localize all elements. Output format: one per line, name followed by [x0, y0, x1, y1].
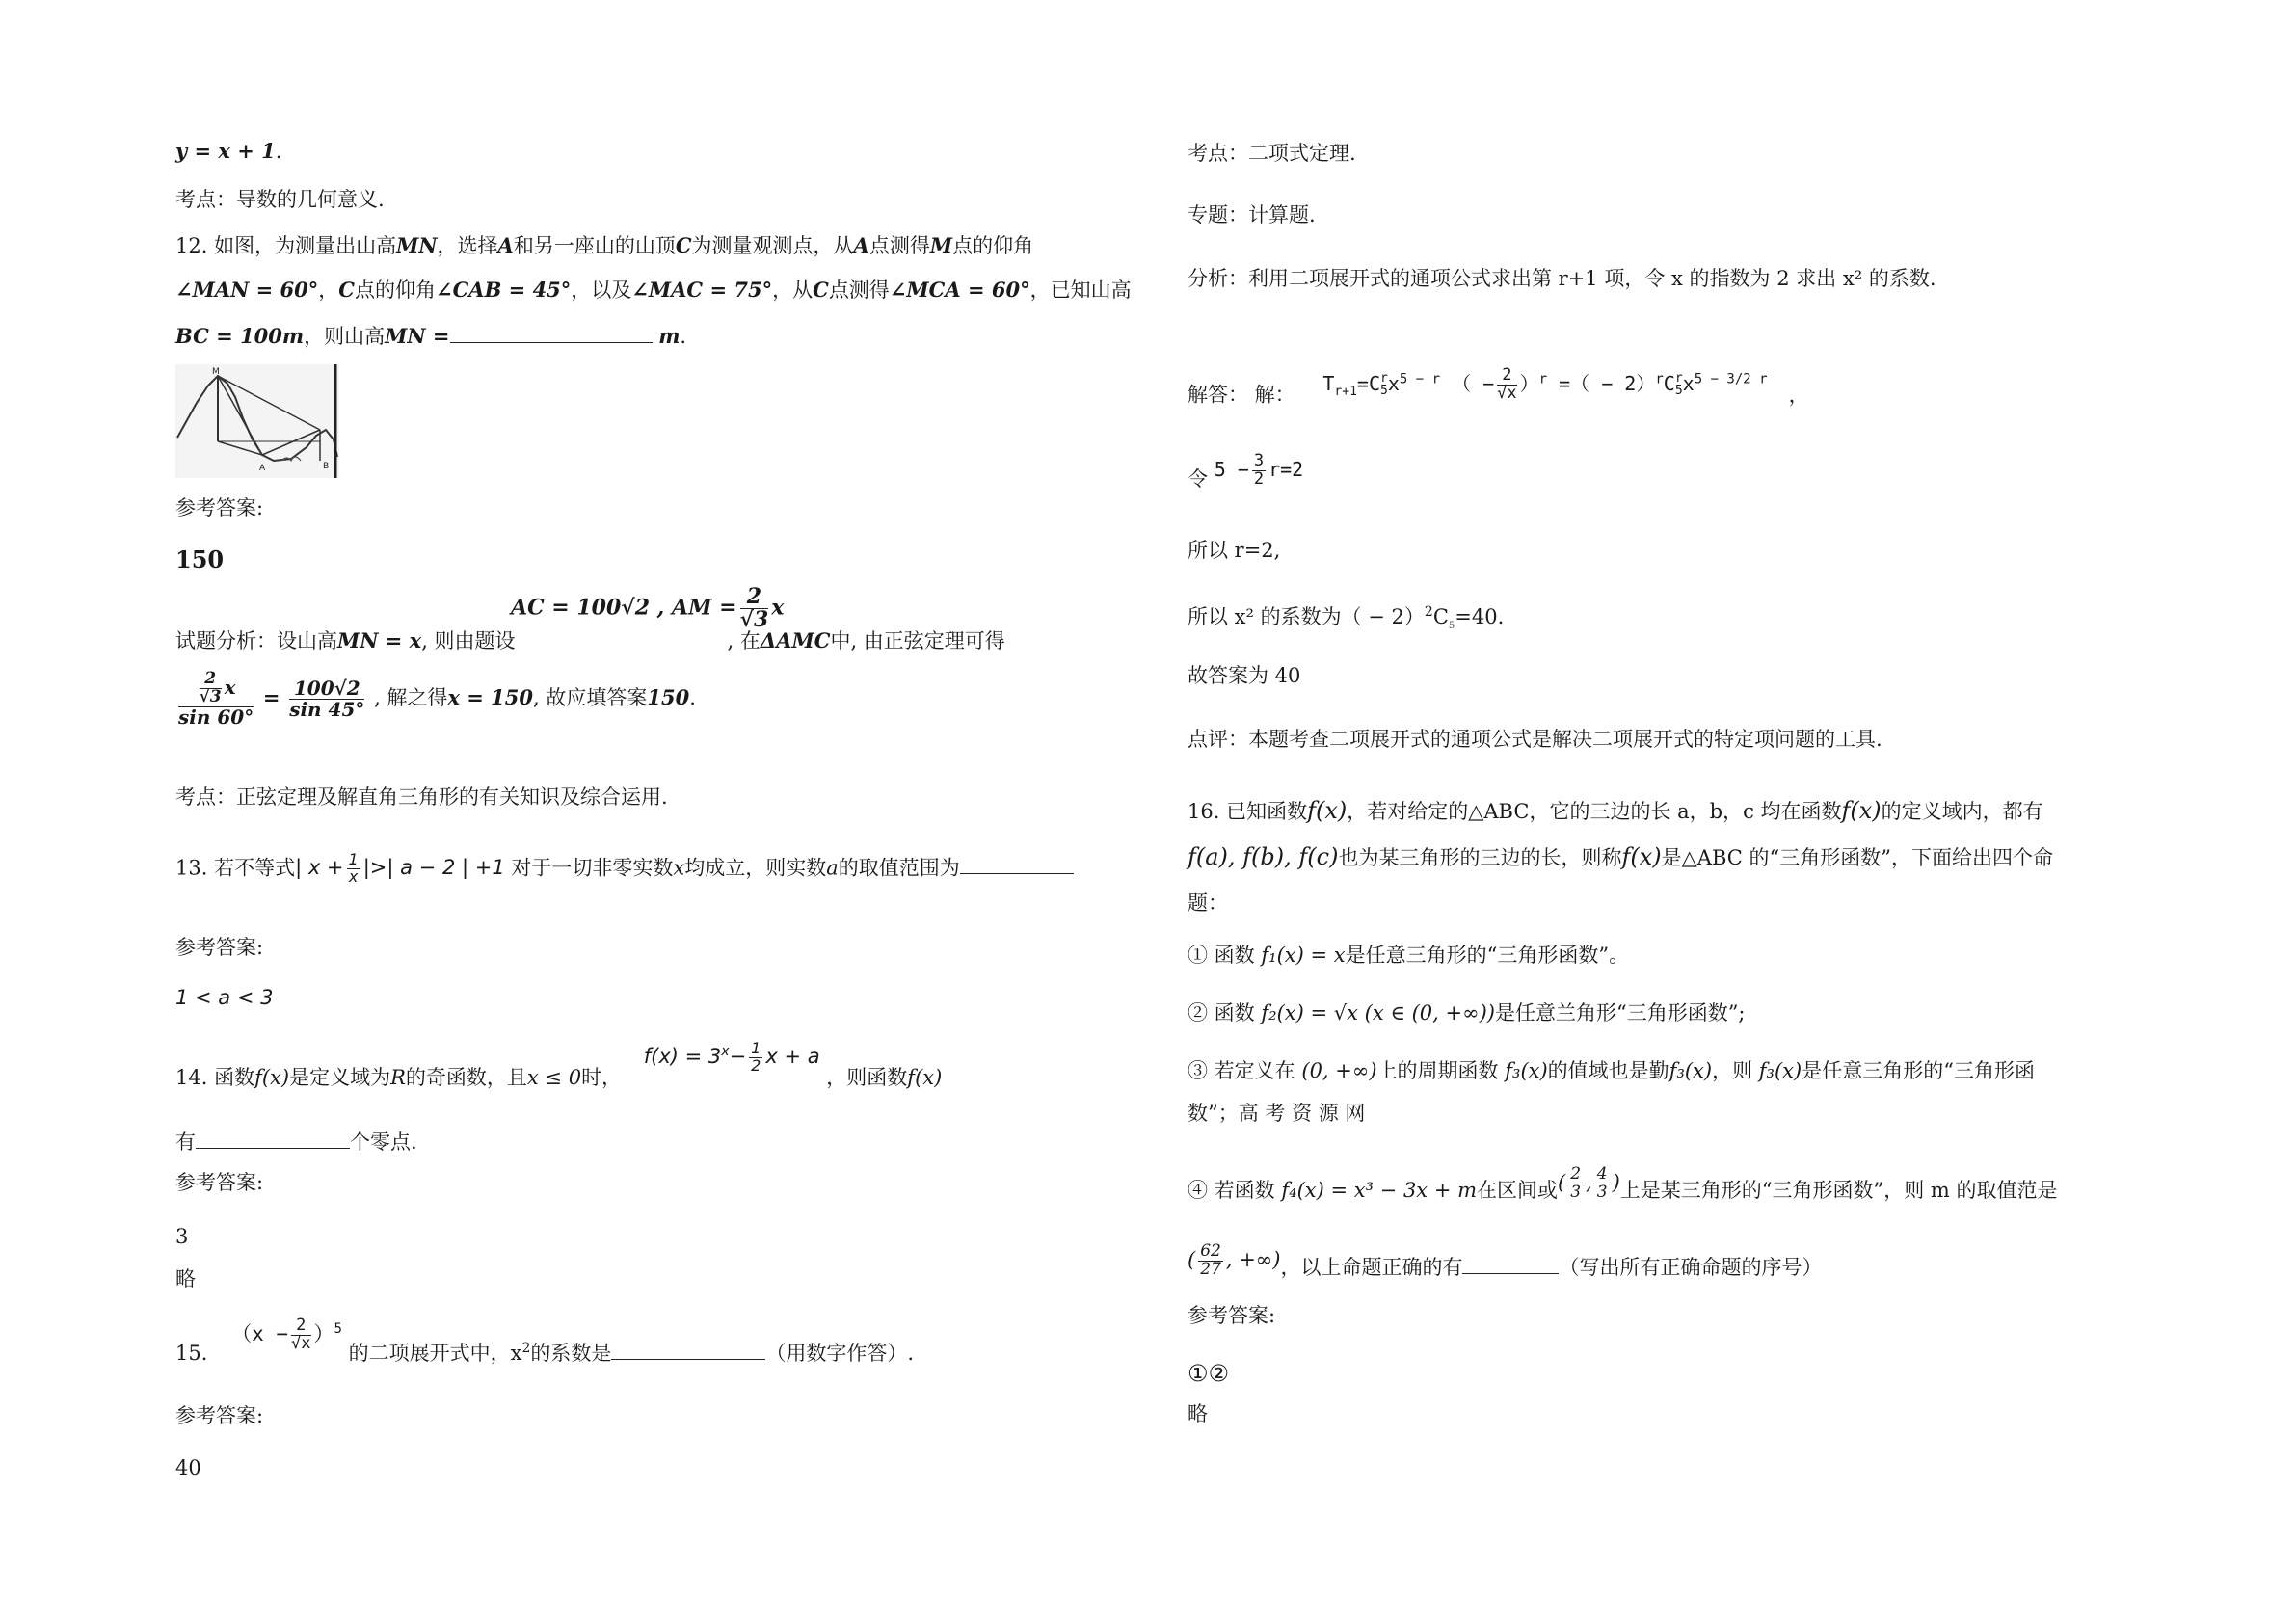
reference-answer-label-14: 参考答案:	[175, 1171, 264, 1194]
answer-14: 3	[175, 1225, 189, 1248]
answer-blank	[1462, 1254, 1559, 1274]
answer-14-lue: 略	[175, 1267, 196, 1290]
question-13: 13. 若不等式| x + $\frac{1}{x}$ |>| a − 2 | +1 对于一切非零实数x均成立，则实数a的取值范围为	[175, 852, 1074, 886]
analysis-line-1: 试题分析：设山高MN = x, 则由题设 , 在ΔAMC中, 由正弦定理可得	[175, 628, 1005, 652]
answer-blank	[960, 854, 1074, 874]
proposition-2: ② 函数 f₂(x) = √x (x ∈ (0, +∞))是任意兰角形“三角形函数”;	[1188, 1001, 1746, 1024]
kaodian-12: 考点：正弦定理及解直角三角形的有关知识及综合运用.	[175, 785, 668, 809]
answer-blank	[611, 1340, 765, 1360]
reference-answer-label-13: 参考答案:	[175, 936, 264, 959]
answer-line-11: y = x + 1.	[175, 139, 282, 163]
zhuanti-15: 专题：计算题.	[1188, 203, 1316, 226]
answer-16-lue: 略	[1188, 1402, 1208, 1425]
question-15: 15. （x − $\frac{2}{√x}$ ）$^5$ 的二项展开式中，$x^2$的系数是 （用数字作答）.	[175, 1315, 915, 1365]
question-16-line-3: 题：	[1188, 891, 1228, 915]
proposition-1: ① 函数 f₁(x) = x是任意三角形的“三角形函数”。	[1188, 944, 1630, 967]
suoyi-coef: 所以 x² 的系数为（ − $2)^2C_5=40$.	[1188, 604, 1505, 632]
question-12-line-1: 12. 如图，为测量出山高MN，选择A和另一座山的山顶C为测量观测点，从A点测得M点的仰角	[175, 233, 1034, 257]
ling-line: 令 5 − $\frac{3}{2}$ r=2	[1188, 451, 1304, 491]
answer-blank	[450, 323, 653, 343]
proposition-4-line-2: ( $\frac{62}{27}$ , +∞)，以上命题正确的有 （写出所有正确命题的序号）	[1188, 1241, 1823, 1279]
question-16-line-1: 16. 已知函数f(x)，若对给定的△ABC，它的三边的长 a，b，c 均在函数f(x)的定义域内，都有	[1188, 797, 2043, 824]
reference-answer-label-15: 参考答案:	[175, 1404, 264, 1427]
svg-text:A: A	[259, 464, 266, 473]
sine-law-equation: $\frac{2}{√3}$ x sin 60° = $\frac{100√2}{\sin 45^\circ}$ , 解之得x = 150, 故应填答案150.	[178, 669, 696, 729]
kaodian-11: 考点：导数的几何意义.	[175, 188, 385, 211]
jieda-line: 解答： 解： $T_{r+1}=C$ r 5 $x^{5 - r}$ （ − $\frac{2}{√x}$ ）$^r$ =（ − 2）$^r$C r 5 $x^{5 - 3/2 r}$ ，	[1188, 364, 1809, 407]
right-column	[1188, 0, 2171, 1623]
answer-blank	[196, 1129, 350, 1149]
proposition-3-line-2: 数”；高 考 资 源 网	[1188, 1102, 1366, 1125]
reference-answer-label-12: 参考答案:	[175, 496, 264, 519]
question-14-line-1: 14. 函数f(x)是定义域为R的奇函数，且x ≤ 0时， $f(x) = 3^x-$ $\frac{1}{2}$ x + a ，则函数f(x)	[175, 1038, 943, 1089]
proposition-4-line-1: ④ 若函数 f₄(x) = x³ − 3x + m在区间或( $\frac{2}{3}$ , $\frac{4}{3}$ )上是某三角形的“三角形函数”，则 m 的取值范是	[1188, 1164, 2058, 1202]
dianping: 点评：本题考查二项展开式的通项公式是解决二项展开式的特定项问题的工具.	[1188, 728, 1882, 751]
analysis-formula-top: AC = 100√2 , AM = $\frac{2}{√3}$ x	[511, 584, 785, 633]
suoyi-r: 所以 r=2,	[1188, 539, 1281, 562]
question-12-line-2: ∠MAN = 60°，C点的仰角∠CAB = 45°，以及∠MAC = 75°，从C点测得∠MCA = 60°，已知山高	[175, 278, 1132, 302]
answer-12: 150	[175, 545, 225, 573]
question-16-line-2: f(a), f(b), f(c)也为某三角形的三边的长，则称f(x)是△ABC 的“三角形函数”，下面给出四个命	[1188, 843, 2053, 870]
svg-text:B: B	[323, 462, 330, 471]
kaodian-15: 考点：二项式定理.	[1188, 142, 1356, 165]
mountain-diagram	[175, 364, 339, 478]
left-column	[175, 0, 1159, 1623]
question-12-line-3: BC = 100m，则山高MN = m.	[175, 324, 687, 348]
svg-text:M: M	[212, 367, 220, 377]
fenxi-15: 分析：利用二项展开式的通项公式求出第 r+1 项，令 x 的指数为 2 求出 x² 的系数.	[1188, 267, 1936, 290]
reference-answer-label-16: 参考答案:	[1188, 1304, 1276, 1327]
answer-16: ①②	[1188, 1360, 1230, 1387]
proposition-3-line-1: ③ 若定义在 (0, +∞)上的周期函数 f₃(x)的值域也是勤f₃(x)，则 f₃(x)是任意三角形的“三角形函	[1188, 1059, 2035, 1082]
answer-13: 1 < a < 3	[175, 986, 274, 1009]
question-14-line-2: 有 个零点.	[175, 1131, 417, 1154]
answer-15: 40	[175, 1456, 201, 1479]
gu-answer: 故答案为 40	[1188, 664, 1301, 687]
